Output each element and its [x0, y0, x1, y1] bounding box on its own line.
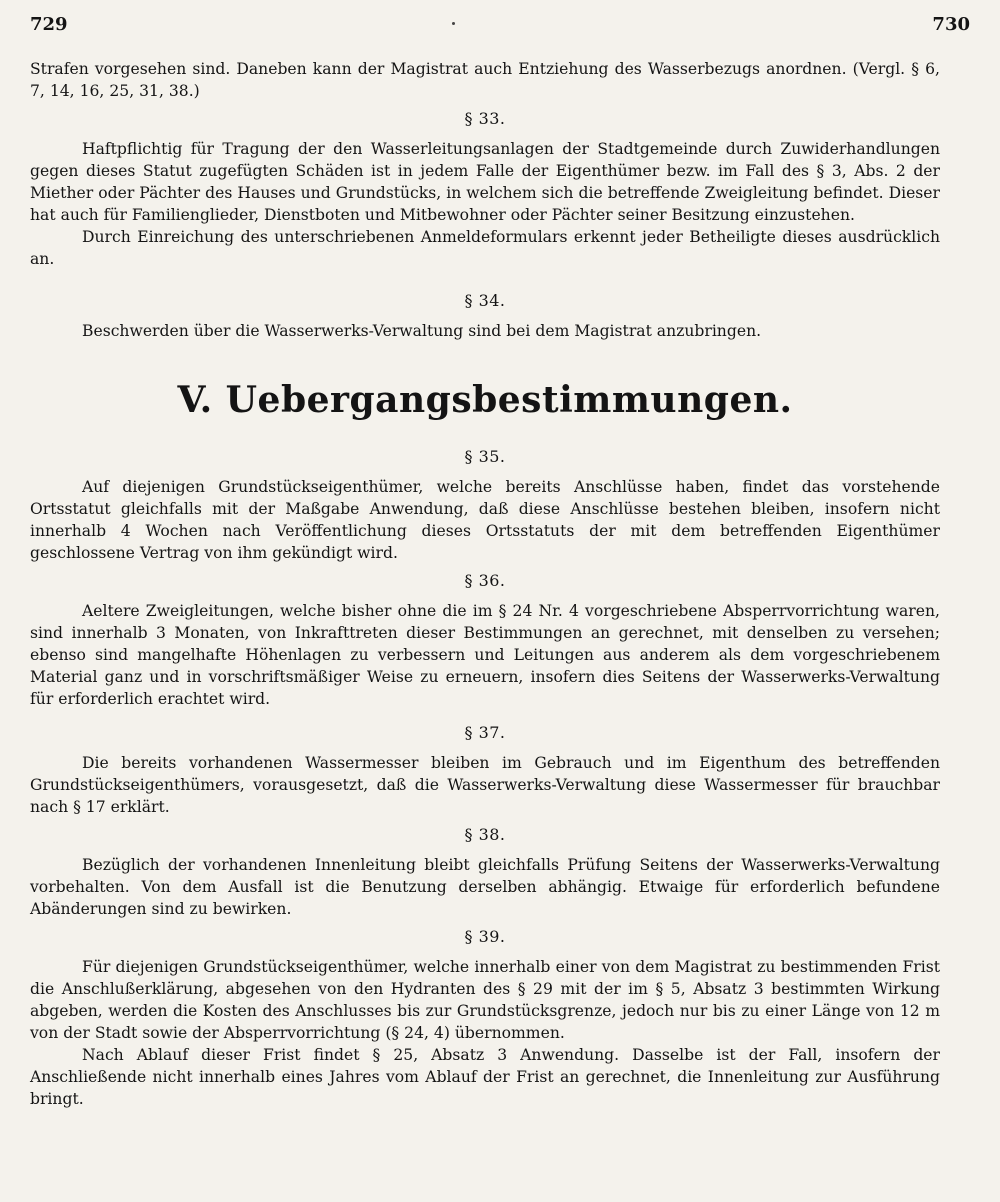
paragraph: Durch Einreichung des unterschriebenen Anmeldeformulars erkennt jeder Betheiligte dieses ausdrücklich an.	[30, 228, 940, 268]
paragraph: Bezüglich der vorhandenen Innenleitung bleibt gleichfalls Prüfung Seitens der Wasserwerks-Verwaltung vorbehalten. Von dem Ausfall ist die Benutzung derselben abhängig. Etwaige für erforderlich befundene Abänderungen sind zu bewirken.	[30, 856, 940, 918]
section-number: § 37.	[464, 723, 506, 742]
header-dot	[452, 22, 455, 25]
section-number: § 38.	[464, 825, 506, 844]
paragraph: Beschwerden über die Wasserwerks-Verwaltung sind bei dem Magistrat anzubringen.	[82, 322, 762, 340]
paragraph: Die bereits vorhandenen Wassermesser bleiben im Gebrauch und im Eigenthum des betreffenden Grundstückseigenthümers, vorausgesetzt, daß die Wasserwerks-Verwaltung diese Wassermesser für brauchbar nach § 17 erklärt.	[30, 754, 940, 816]
section-number: § 39.	[464, 927, 506, 946]
page-number-left: 729	[30, 14, 68, 35]
section-number: § 33.	[464, 109, 506, 128]
section-number: § 34.	[464, 291, 506, 310]
section-number: § 35.	[464, 447, 506, 466]
paragraph: Haftpflichtig für Tragung der den Wasserleitungsanlagen der Stadtgemeinde durch Zuwiderhandlungen gegen dieses Statut zugefügten Schäden ist in jedem Falle der Eigenthümer bezw. im Fall des § 3, Abs. 2 der Miether oder Pächter des Hauses und Grundstücks, in welchem sich die betreffende Zweigleitung befindet. Dieser hat auch für Familienglieder, Dienstboten und Mitbewohner oder Pächter seiner Besitzung einzustehen.	[30, 140, 940, 224]
paragraph: Für diejenigen Grundstückseigenthümer, welche innerhalb einer von dem Magistrat zu bestimmenden Frist die Anschlußerklärung, abgesehen von den Hydranten des § 29 mit der im § 5, Absatz 3 bestimmten Wirkung abgeben, werden die Kosten des Anschlusses bis zur Grundstücksgrenze, jedoch nur bis zu einer Länge von 12 m von der Stadt sowie der Absperrvorrichtung (§ 24, 4) übernommen.	[30, 958, 940, 1042]
chapter-heading: V. Uebergangsbestimmungen.	[177, 379, 793, 421]
section-number: § 36.	[464, 571, 506, 590]
page-number-right: 730	[932, 14, 970, 35]
paragraph: Aeltere Zweigleitungen, welche bisher ohne die im § 24 Nr. 4 vorgeschriebene Absperrvorrichtung waren, sind innerhalb 3 Monaten, von Inkrafttreten dieser Bestimmungen an gerechnet, mit denselben zu versehen; ebenso sind mangelhafte Höhenlagen zu verbessern und Leitungen aus anderem als dem vorgeschriebenem Material ganz und in vorschriftsmäßiger Weise zu erneuern, insofern dies Seitens der Wasserwerks-Verwaltung für erforderlich erachtet wird.	[30, 602, 940, 708]
paragraph: Auf diejenigen Grundstückseigenthümer, welche bereits Anschlüsse haben, findet das vorstehende Ortsstatut gleichfalls mit der Maßgabe Anwendung, daß diese Anschlüsse bestehen bleiben, insofern nicht innerhalb 4 Wochen nach Veröffentlichung dieses Ortsstatuts der mit dem betreffenden Eigenthümer geschlossene Vertrag von ihm gekündigt wird.	[30, 478, 940, 562]
paragraph: Nach Ablauf dieser Frist findet § 25, Absatz 3 Anwendung. Dasselbe ist der Fall, insofern der Anschließende nicht innerhalb eines Jahres vom Ablauf der Frist an gerechnet, die Innenleitung zur Ausführung bringt.	[30, 1046, 940, 1108]
paragraph: Strafen vorgesehen sind. Daneben kann der Magistrat auch Entziehung des Wasserbezugs anordnen. (Vergl. § 6, 7, 14, 16, 25, 31, 38.)	[30, 60, 940, 100]
document-body	[30, 58, 940, 1110]
